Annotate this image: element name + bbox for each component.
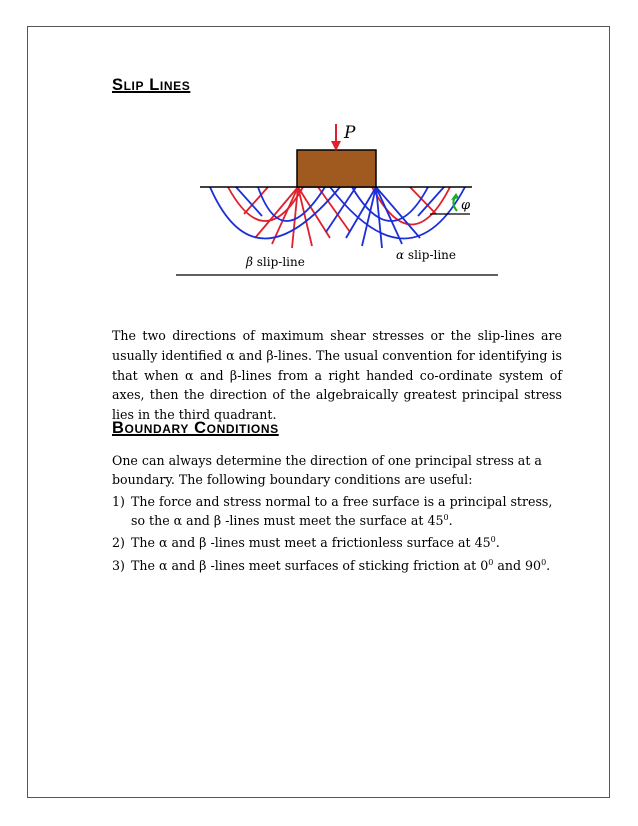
list-item-number: 3) bbox=[112, 557, 125, 573]
list-item-end: . bbox=[546, 557, 551, 573]
load-arrow bbox=[331, 124, 341, 151]
beta-label-text: slip-line bbox=[252, 255, 305, 269]
list-item-end: . bbox=[495, 535, 500, 550]
alpha-symbol: α bbox=[396, 248, 405, 262]
list-item bbox=[112, 534, 562, 553]
boundary-conditions-list bbox=[112, 493, 562, 579]
beta-ray-right-1 bbox=[362, 187, 376, 246]
beta-label bbox=[245, 255, 305, 269]
superscript: 0 bbox=[488, 557, 494, 567]
superscript: 0 bbox=[490, 535, 496, 544]
alpha-ray-left-4 bbox=[298, 187, 330, 238]
list-item-number: 2) bbox=[112, 535, 125, 550]
alpha-label bbox=[396, 248, 456, 262]
list-item-end: . bbox=[448, 512, 453, 528]
beta-line-right-edge bbox=[418, 187, 444, 216]
list-item-number: 1) bbox=[112, 494, 125, 509]
slip-line-diagram bbox=[0, 0, 638, 300]
beta-line-center bbox=[326, 187, 356, 232]
section-heading-slip-lines: Slip Lines bbox=[112, 76, 191, 94]
list-item bbox=[112, 493, 562, 530]
footing-block bbox=[297, 150, 376, 187]
beta-slip-lines bbox=[210, 187, 465, 248]
paragraph-boundary-intro: One can always determine the direction of one principal stress at a boundary. The following boundary conditions are useful: bbox=[112, 453, 542, 487]
section-heading-boundary-conditions: Boundary Conditions bbox=[112, 419, 279, 437]
beta-line-left-edge bbox=[236, 187, 262, 216]
list-item-text: The α and β -lines meet surfaces of sticking friction at 0 bbox=[131, 557, 489, 573]
beta-ray-right-4 bbox=[376, 187, 420, 238]
load-label: P bbox=[344, 123, 356, 143]
superscript: 0 bbox=[541, 557, 547, 567]
angle-label: φ bbox=[461, 198, 471, 213]
list-item bbox=[112, 557, 562, 576]
list-item-mid: and 90 bbox=[493, 557, 542, 573]
beta-symbol: β bbox=[246, 255, 253, 269]
superscript: 0 bbox=[443, 512, 449, 522]
paragraph-slip-lines: The two directions of maximum shear stresses or the slip-lines are usually identified α and β-lines. The usual convention for identifying is that when α and β-lines from a right handed co-ordinate system of axes, then the direction of the algebraically greatest principal stress lies in the third quadrant. bbox=[112, 328, 562, 423]
alpha-label-text: slip-line bbox=[404, 248, 456, 262]
list-item-text: The α and β -lines must meet a frictionless surface at 45 bbox=[131, 535, 491, 550]
list-item-text: The force and stress normal to a free surface is a principal stress, so the α and β -lines must meet the surface at 45 bbox=[131, 494, 553, 528]
